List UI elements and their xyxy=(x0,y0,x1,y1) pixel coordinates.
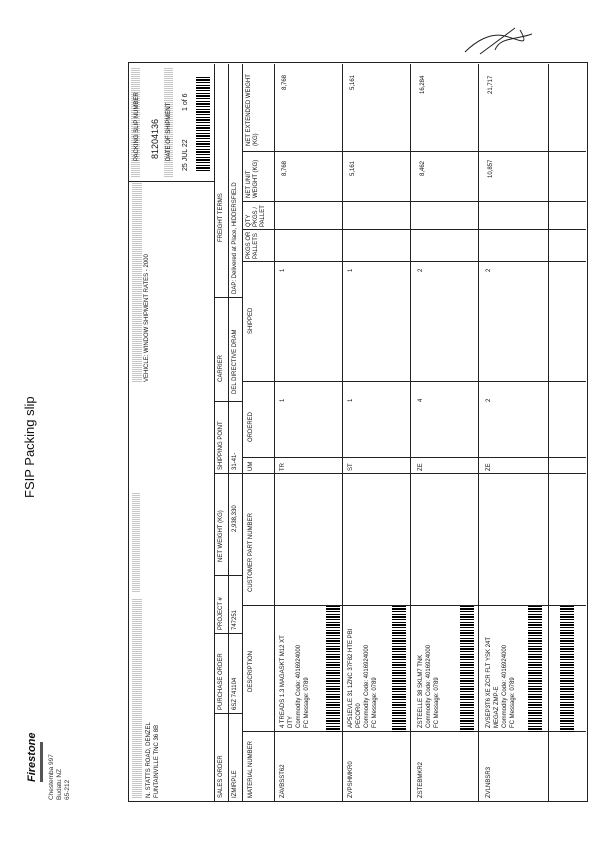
col-div-9 xyxy=(242,151,586,152)
date-label: DATE OF SHIPMENT xyxy=(166,102,172,161)
row-desc-2: PECOR0 xyxy=(356,703,362,728)
hdr-label-carrier: CARRIER xyxy=(218,354,224,382)
row-um: TR xyxy=(280,463,286,471)
row-ext-weight: 16,284 xyxy=(420,75,426,94)
row-desc-1: ZVSEP3T6 XE ZCR FLT YSK 24T xyxy=(486,636,492,728)
row-um: ZE xyxy=(418,463,424,471)
address-line-2: Budatu NZ xyxy=(56,768,63,800)
row-rule-4 xyxy=(548,64,549,802)
hdr-value-sales-order: IZMIRPLE xyxy=(232,770,238,798)
hdr-value-carrier: DEL DIRECTIVE DRAM xyxy=(232,329,238,394)
row-material: ZAVBSST62 xyxy=(280,764,286,798)
row-barcode xyxy=(528,606,542,732)
hdr-label-freight-terms: FREIGHT TERMS xyxy=(218,193,224,242)
th-um: UM xyxy=(248,461,254,471)
hdr-label-shipping-point: SHIPPING POINT xyxy=(218,421,224,470)
hdr-value-freight-terms: DAP: Delivered at Place, HIDDERSFIELD xyxy=(232,182,238,294)
col-div-3 xyxy=(242,473,586,474)
packing-slip-sheet xyxy=(128,62,588,802)
row-unit-weight: 8,768 xyxy=(282,160,288,176)
row-unit-weight: 8,462 xyxy=(420,160,426,176)
th-qty-pkgs: QTY PKGS / PALLET xyxy=(246,205,266,227)
slip-barcode xyxy=(196,75,210,171)
header-rule-bottom xyxy=(242,64,243,802)
row-rule-2 xyxy=(410,64,411,802)
hdr-value-net-weight: 2,938,330 xyxy=(232,505,238,532)
company-logo: Firestone xyxy=(26,732,38,782)
row-ordered: 4 xyxy=(418,398,424,402)
row-ordered: 1 xyxy=(280,398,286,402)
vehicle-text: VEHICLE: WINDOW SHIPMENT RATES - 2000 xyxy=(144,254,150,382)
row-barcode-extra xyxy=(560,606,574,732)
row-barcode xyxy=(326,606,340,732)
row-ordered: 2 xyxy=(486,398,492,402)
row-um: ZE xyxy=(486,463,492,471)
ship-from-dither xyxy=(132,492,140,592)
hdr-div-1 xyxy=(214,713,242,714)
hdr-div-6 xyxy=(214,297,242,298)
vehicle-header xyxy=(132,182,142,382)
hdr-label-purchase-order: PURCHASE ORDER xyxy=(218,653,224,710)
ship-from-header xyxy=(132,598,142,798)
row-shipped: 2 xyxy=(418,268,424,272)
header-rule-top xyxy=(214,64,215,802)
col-div-6 xyxy=(242,261,586,262)
th-net-extended: NET EXTENDED WEIGHT (KG) xyxy=(246,74,259,146)
row-desc-1: 4 TREADS 1.3 MAGASKT M12 XT xyxy=(280,635,286,728)
row-rule-3 xyxy=(478,64,479,802)
col-div-5 xyxy=(242,381,586,382)
th-description: DESCRIPTION xyxy=(248,650,254,692)
row-material: ZVLNBSR3 xyxy=(486,766,492,798)
row-desc-3: FC Message: 0789 xyxy=(434,677,440,728)
row-ext-weight: 5,161 xyxy=(350,74,356,90)
row-barcode xyxy=(392,606,406,732)
hdr-label-project: PROJECT # xyxy=(218,597,224,630)
signature xyxy=(460,22,540,62)
row-rule-1 xyxy=(342,64,343,802)
row-desc-3: Commodity Code: 4016924000 xyxy=(364,644,370,728)
ship-from-box xyxy=(128,482,214,802)
th-net-unit: NET UNIT WEIGHT (KG) xyxy=(246,159,259,198)
table-header-rule xyxy=(274,64,275,802)
hdr-div-5 xyxy=(214,401,242,402)
hdr-value-shipping-point: 31-41- xyxy=(232,452,238,470)
row-desc-1: ZSTEELLE 38 SKLM7 TNK xyxy=(418,654,424,728)
th-material: MATERIAL NUMBER xyxy=(248,740,254,798)
row-desc-3: Commodity Code: 4016924000 xyxy=(502,644,508,728)
row-material: ZSTEBMKR2 xyxy=(418,761,424,798)
hdr-value-project: 747251 xyxy=(232,609,238,630)
th-shipped: SHIPPED xyxy=(248,307,254,334)
page-count: 1 of 6 xyxy=(182,93,189,111)
row-shipped: 1 xyxy=(280,268,286,272)
row-desc-1: AP51EVLE 31 1ZNC 37F82 HTE PBI xyxy=(348,628,354,728)
row-desc-2: MEGAZ ZMP-E xyxy=(494,686,500,728)
row-desc-4: FC Message: 0789 xyxy=(372,677,378,728)
row-desc-2: DTY xyxy=(288,716,294,728)
th-customer-part: CUSTOMER PART NUMBER xyxy=(248,513,254,592)
row-barcode xyxy=(460,606,474,732)
hdr-div-3 xyxy=(214,575,242,576)
slip-header-box xyxy=(128,63,214,182)
row-ordered: 1 xyxy=(348,398,354,402)
row-ext-weight: 21,717 xyxy=(488,75,494,94)
col-div-8 xyxy=(242,201,586,202)
row-desc-2: Commodity Code: 4016924000 xyxy=(426,644,432,728)
col-div-4 xyxy=(242,457,586,458)
slip-heading: PACKING SLIP NUMBER xyxy=(134,92,140,161)
row-ext-weight: 8,768 xyxy=(282,74,288,90)
page-title: FSIP Packing slip xyxy=(22,396,37,498)
hdr-div-4 xyxy=(214,473,242,474)
row-unit-weight: 10,857 xyxy=(488,159,494,178)
slip-number: 81204136 xyxy=(150,118,160,159)
hdr-div-2 xyxy=(214,633,242,634)
hdr-label-sales-order: SALES ORDER xyxy=(218,755,224,798)
ship-from-line-2: FUNTAINVILLE TNC 36 8B xyxy=(154,724,160,798)
col-div-7 xyxy=(242,229,586,230)
row-shipped: 2 xyxy=(486,268,492,272)
row-desc-4: FC Message: 0789 xyxy=(510,677,516,728)
row-material: ZVPSHMKR0 xyxy=(348,761,354,798)
ship-date: 25 JUL 22 xyxy=(182,139,189,171)
header-rule-mid xyxy=(228,64,229,802)
row-desc-4: FC Message: 0789 xyxy=(304,677,310,728)
address-block xyxy=(48,754,72,800)
hdr-value-purchase-order: 6SZ 741104 xyxy=(232,677,238,710)
row-unit-weight: 5,161 xyxy=(350,160,356,176)
th-pkgs: PKGS OR PALLETS xyxy=(246,231,259,259)
logo-subline xyxy=(40,742,43,782)
row-desc-3: Commodity Code: 4016924000 xyxy=(296,644,302,728)
th-ordered: ORDERED xyxy=(248,411,254,442)
ship-from-line-1: N. STATTS ROAD, DENZEL xyxy=(146,722,152,798)
row-um: ST xyxy=(348,463,354,471)
row-shipped: 1 xyxy=(348,268,354,272)
address-line-1: Chestemba 997 xyxy=(48,754,55,800)
address-line-3: 65-212 xyxy=(64,779,71,800)
hdr-label-net-weight: NET WEIGHT (KG) xyxy=(218,510,224,562)
